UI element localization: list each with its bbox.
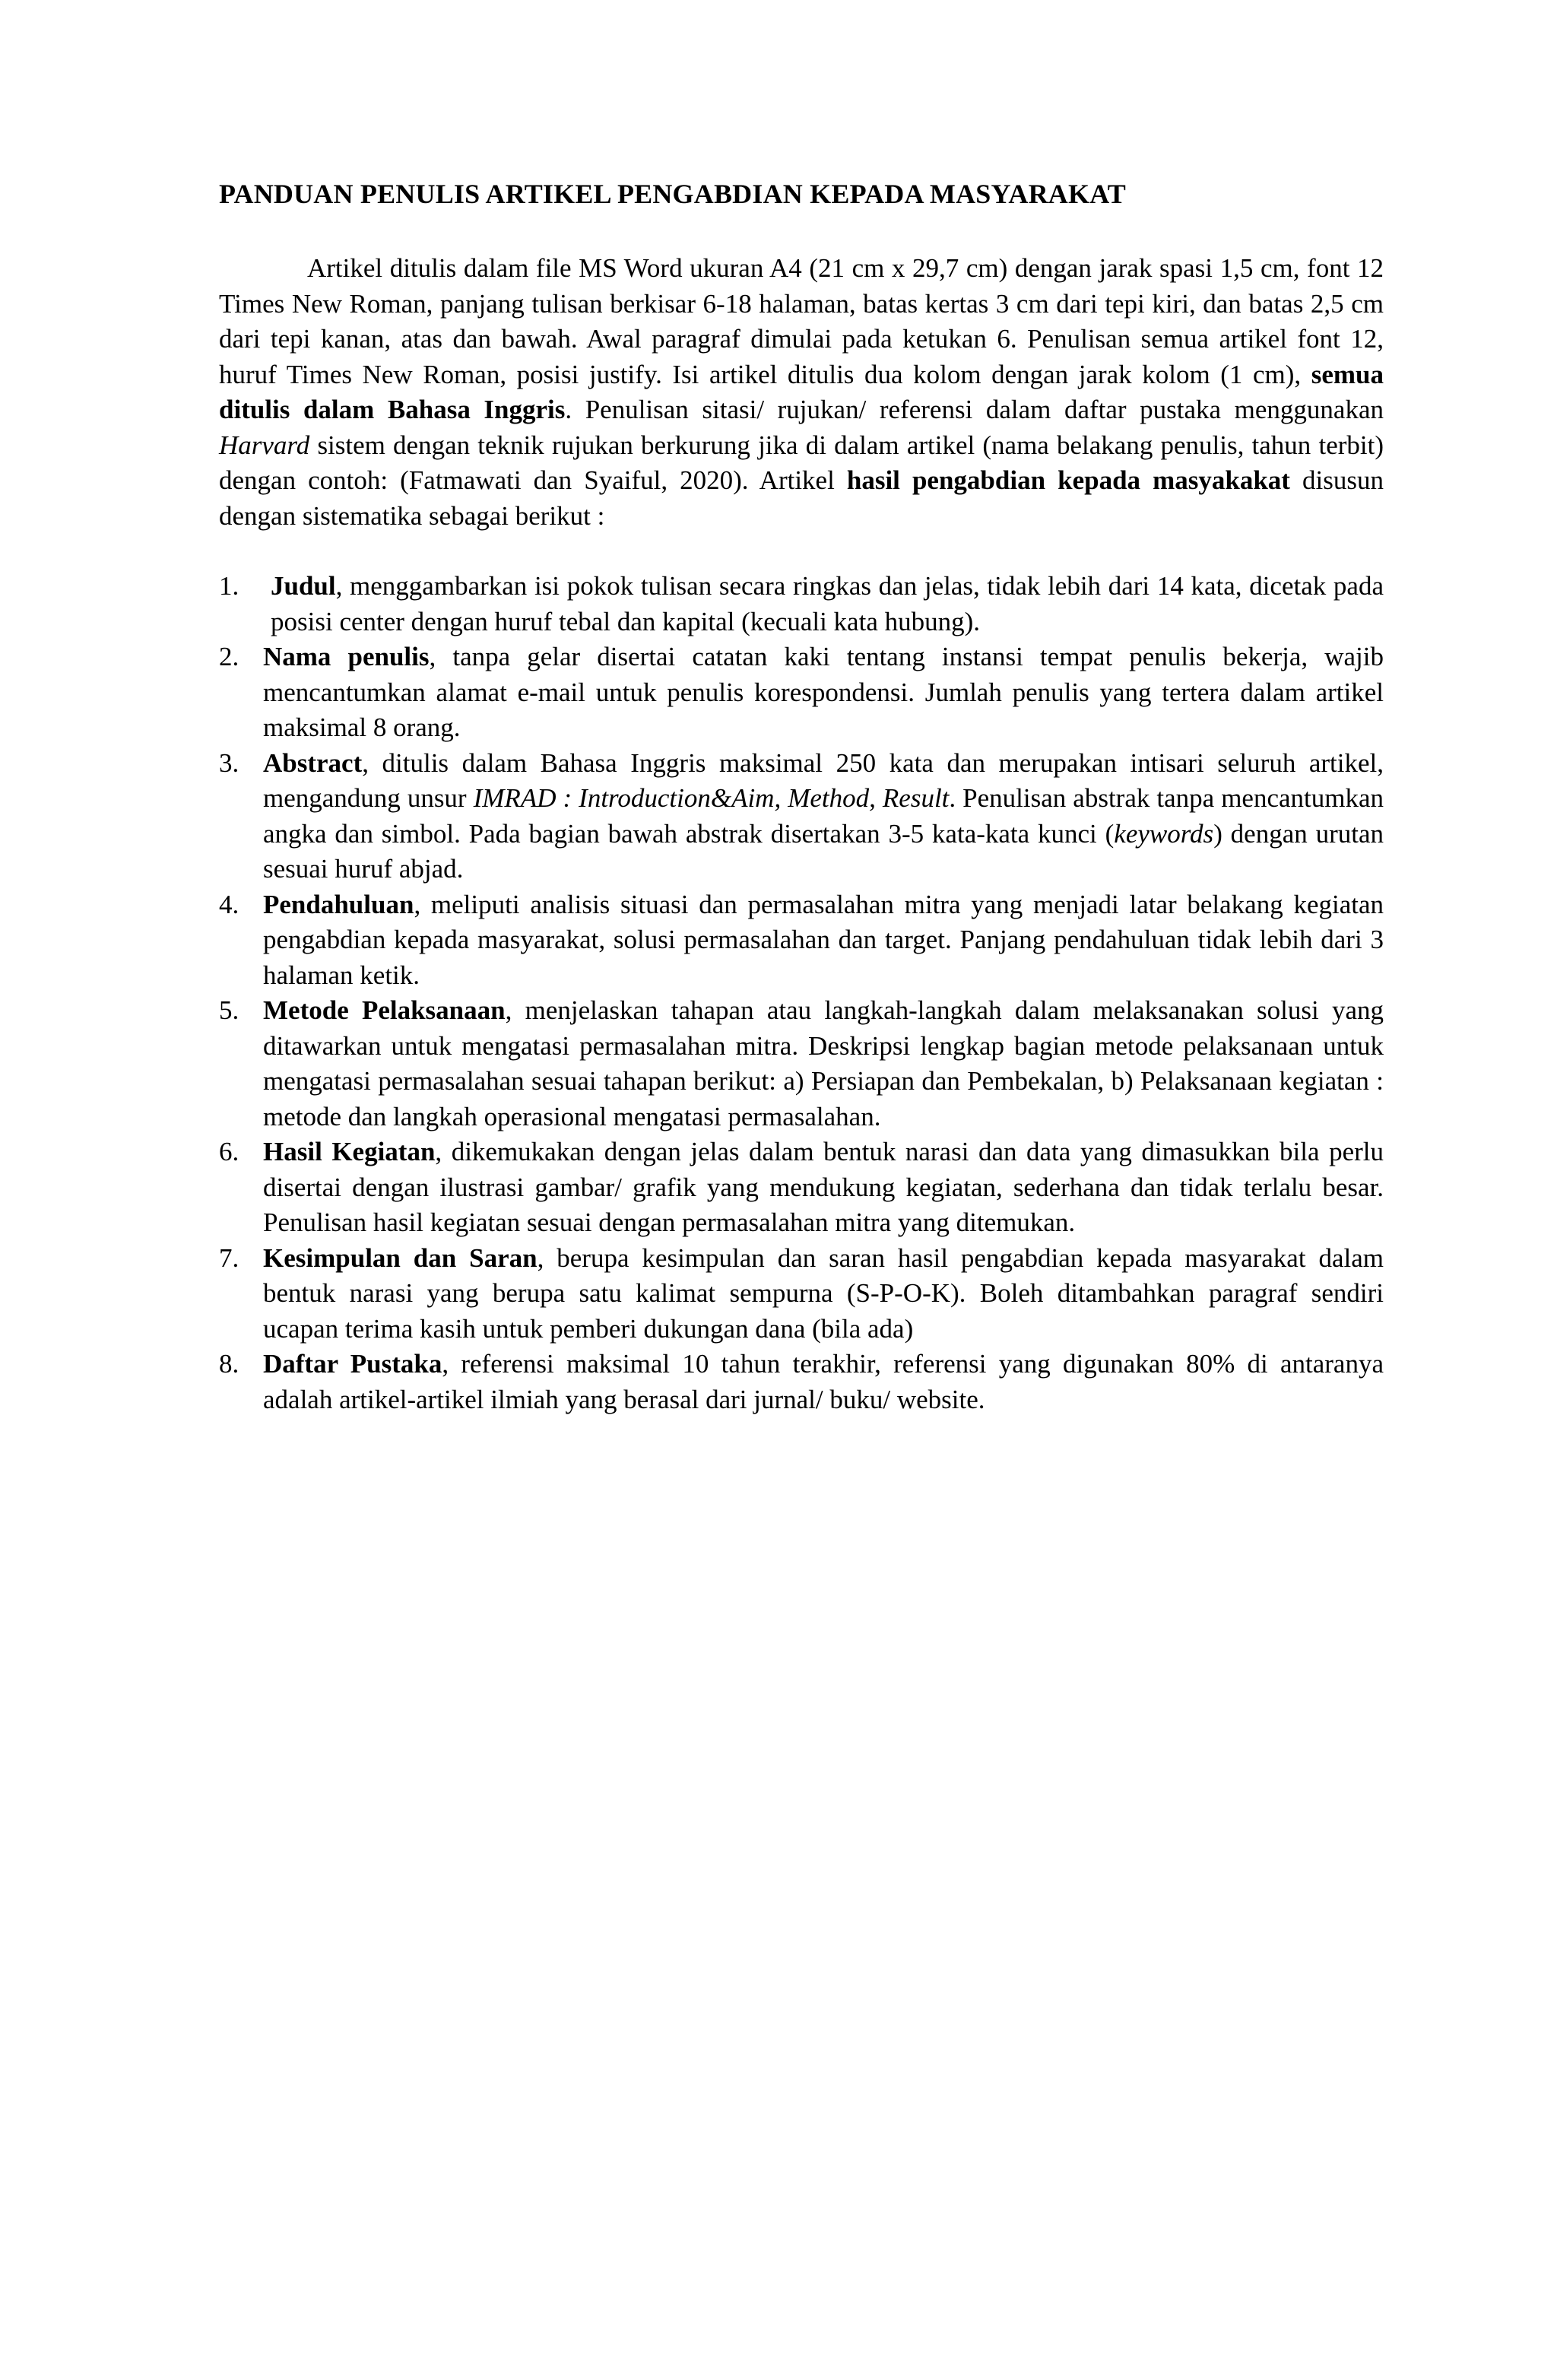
list-item-nama-penulis [219,639,1384,746]
intro-text-1: Artikel ditulis dalam file MS Word ukuran A4 (21 cm x 29,7 cm) dengan jarak spasi 1,5 cm, font 12 Times New Roman, panjang tulisan berkisar 6-18 halaman, batas kertas 3 cm dari tepi kiri, dan batas 2,5 cm dari tepi kanan, atas dan bawah. Awal paragraf dimulai pada ketukan 6. Penulisan semua artikel font 12, huruf Times New Roman, posisi justify. Isi artikel ditulis dua kolom dengan jarak kolom (1 cm), [219,253,1384,389]
list-item-daftar-pustaka [219,1347,1384,1417]
list-item-number: 4. [219,889,239,919]
intro-text-3: sistem dengan teknik rujukan berkurung jika di dalam artikel (nama belakang penulis, tahun terbit) dengan contoh: (Fatmawati dan Syaiful, 2020). Artikel [219,430,1384,495]
list-item-hasil-kegiatan [219,1134,1384,1241]
list-item-text: ) dengan urutan sesuai huruf abjad. [263,818,1384,884]
list-item-number: 8. [219,1349,239,1379]
list-item-metode-pelaksanaan [219,993,1384,1134]
list-item-number: 3. [219,747,239,778]
document-page [219,176,1384,1417]
list-item-heading: Nama penulis [263,642,430,671]
list-item-pendahuluan [219,887,1384,994]
list-item-text: , ditulis dalam Bahasa Inggris maksimal 250 kata dan merupakan intisari seluruh artikel, mengandung unsur [263,747,1384,813]
list-item-heading: Pendahuluan [263,889,414,919]
intro-bold-1: semua ditulis dalam Bahasa Inggris [219,359,1384,424]
list-item-italic: IMRAD : Introduction&Aim, Method, Result [473,783,950,813]
list-item-text: , referensi maksimal 10 tahun terakhir, referensi yang digunakan 80% di antaranya adalah artikel-artikel ilmiah yang berasal dari jurnal/ buku/ website. [263,1349,1384,1414]
intro-paragraph [219,251,1384,534]
intro-text-4: disusun dengan sistematika sebagai berikut : [219,465,1384,531]
document-title: PANDUAN PENULIS ARTIKEL PENGABDIAN KEPADA MASYARAKAT [219,179,1126,209]
list-item-text: , menggambarkan isi pokok tulisan secara ringkas dan jelas, tidak lebih dari 14 kata, dicetak pada posisi center dengan huruf tebal dan kapital (kecuali kata hubung). [271,571,1384,636]
list-item-number: 7. [219,1242,239,1273]
list-item-number: 6. [219,1137,239,1166]
list-item-judul [219,569,1384,639]
list-item-text: , meliputi analisis situasi dan permasalahan mitra yang menjadi latar belakang kegiatan pengabdian kepada masyarakat, solusi permasalahan dan target. Panjang pendahuluan tidak lebih dari 3 halaman ketik. [263,889,1384,990]
list-item-number: 2. [219,642,239,671]
list-item-heading: Metode Pelaksanaan [263,995,506,1025]
list-item-heading: Hasil Kegiatan [263,1137,436,1166]
list-item-italic: keywords [1114,818,1214,849]
list-item-number: 5. [219,995,239,1025]
intro-text-2: . Penulisan sitasi/ rujukan/ referensi dalam daftar pustaka menggunakan [565,395,1384,424]
list-item-text: , dikemukakan dengan jelas dalam bentuk narasi dan data yang dimasukkan bila perlu disertai dengan ilustrasi gambar/ grafik yang mendukung kegiatan, sederhana dan tidak terlalu besar. Penulisan hasil kegiatan sesuai dengan permasalahan mitra yang ditemukan. [263,1137,1384,1237]
intro-bold-2: hasil pengabdian kepada masyakakat [846,465,1290,495]
list-item-text: , tanpa gelar disertai catatan kaki tentang instansi tempat penulis bekerja, wajib mencantumkan alamat e-mail untuk penulis korespondensi. Jumlah penulis yang tertera dalam artikel maksimal 8 orang. [263,642,1384,742]
list-item-number: 1. [219,571,239,601]
list-item-kesimpulan-saran [219,1241,1384,1347]
list-item-heading: Kesimpulan dan Saran [263,1242,537,1273]
list-item-heading: Daftar Pustaka [263,1349,442,1379]
list-item-text: , menjelaskan tahapan atau langkah-langkah dalam melaksanakan solusi yang ditawarkan untuk mengatasi permasalahan mitra. Deskripsi lengkap bagian metode pelaksanaan untuk mengatasi permasalahan sesuai tahapan berikut: a) Persiapan dan Pembekalan, b) Pelaksanaan kegiatan : metode dan langkah operasional mengatasi permasalahan. [263,995,1384,1131]
intro-italic-1: Harvard [219,430,310,460]
list-item-heading: Judul [271,571,336,601]
guideline-list [219,569,1384,1417]
list-item-text: . Penulisan abstrak tanpa mencantumkan angka dan simbol. Pada bagian bawah abstrak disertakan 3-5 kata-kata kunci ( [263,783,1384,849]
list-item-abstract [219,746,1384,887]
list-item-text: , berupa kesimpulan dan saran hasil pengabdian kepada masyarakat dalam bentuk narasi yang berupa satu kalimat sempurna (S-P-O-K). Boleh ditambahkan paragraf sendiri ucapan terima kasih untuk pemberi dukungan dana (bila ada) [263,1242,1384,1344]
list-item-heading: Abstract [263,747,363,778]
